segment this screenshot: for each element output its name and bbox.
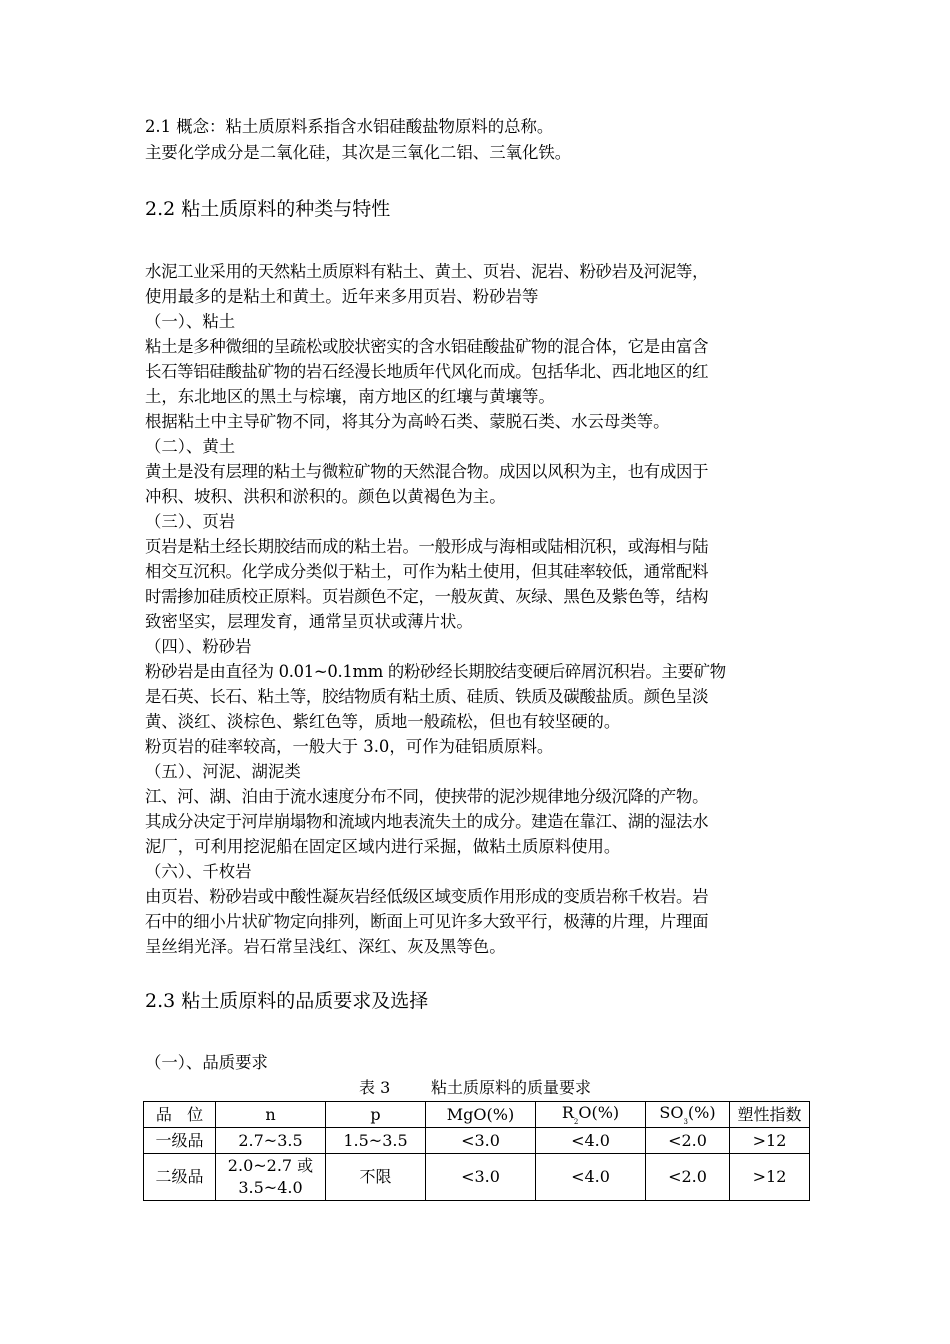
paragraph-line: 黄土是没有层理的粘土与微粒矿物的天然混合物。成因以风积为主，也有成因于 <box>145 462 709 481</box>
paragraph-line: 页岩是粘土经长期胶结而成的粘土岩。一般形成与海相或陆相沉积，或海相与陆 <box>145 537 709 556</box>
subsection-title-river-mud: （五）、河泥、湖泥类 <box>145 762 301 781</box>
paragraph-line: 致密坚实，层理发育，通常呈页状或薄片状。 <box>145 612 473 631</box>
header-n: n <box>216 1102 326 1128</box>
paragraph-line: 长石等铝硅酸盐矿物的岩石经漫长地质年代风化而成。包括华北、西北地区的红 <box>145 362 709 381</box>
paragraph-line: 时需掺加硅质校正原料。页岩颜色不定，一般灰黄、灰绿、黑色及紫色等，结构 <box>145 587 709 606</box>
cell-n: 2.7~3.5 <box>216 1128 326 1154</box>
paragraph-line: 其成分决定于河岸崩塌物和流域内地表流失土的成分。建造在靠江、湖的湿法水 <box>145 812 709 831</box>
concept-line-2: 主要化学成分是二氧化硅，其次是三氧化二铝、三氧化铁。 <box>145 143 572 162</box>
table-header-row <box>144 1102 810 1128</box>
table-caption: 表 3 粘土质原料的质量要求 <box>359 1078 591 1097</box>
paragraph-line: 由页岩、粉砂岩或中酸性凝灰岩经低级区域变质作用形成的变质岩称千枚岩。岩 <box>145 887 709 906</box>
header-p: p <box>326 1102 426 1128</box>
cell-mgo: <3.0 <box>426 1154 536 1201</box>
paragraph-line: 土，东北地区的黑土与棕壤，南方地区的红壤与黄壤等。 <box>145 387 555 406</box>
table-row <box>144 1128 810 1154</box>
cell-n: 2.0~2.7 或 3.5~4.0 <box>216 1154 326 1201</box>
paragraph-line: 冲积、坡积、洪积和淤积的。颜色以黄褐色为主。 <box>145 487 506 506</box>
paragraph-line: 相交互沉积。化学成分类似于粘土，可作为粘土使用，但其硅率较低，通常配料 <box>145 562 709 581</box>
paragraph-line: 江、河、湖、泊由于流水速度分布不同，使挟带的泥沙规律地分级沉降的产物。 <box>145 787 709 806</box>
subsection-title-shale: （三）、页岩 <box>145 512 236 531</box>
cell-r2o: <4.0 <box>536 1128 646 1154</box>
subsection-title-phyllite: （六）、千枚岩 <box>145 862 252 881</box>
cell-p: 不限 <box>326 1154 426 1201</box>
paragraph-line: 粉砂岩是由直径为 0.01~0.1mm 的粉砂经长期胶结变硬后碎屑沉积岩。主要矿物 <box>145 662 726 681</box>
paragraph-line: 黄、淡红、淡棕色、紫红色等，质地一般疏松，但也有较坚硬的。 <box>145 712 621 731</box>
cell-plasticity: >12 <box>730 1154 810 1201</box>
paragraph-line: 使用最多的是粘土和黄土。近年来多用页岩、粉砂岩等 <box>145 287 539 306</box>
paragraph-line: 根据粘土中主导矿物不同，将其分为高岭石类、蒙脱石类、水云母类等。 <box>145 412 670 431</box>
header-mgo: MgO(%) <box>426 1102 536 1128</box>
subsection-title-siltstone: （四）、粉砂岩 <box>145 637 252 656</box>
cell-mgo: <3.0 <box>426 1128 536 1154</box>
cell-so3: <2.0 <box>646 1154 730 1201</box>
header-so3: $SO_3(\%)$ <box>646 1102 730 1128</box>
table-row <box>144 1154 810 1201</box>
paragraph-line: 是石英、长石、粘土等，胶结物质有粘土质、硅质、铁质及碳酸盐质。颜色呈淡 <box>145 687 709 706</box>
cell-grade: 一级品 <box>144 1128 216 1154</box>
subsection-title-clay: （一）、粘土 <box>145 312 236 331</box>
section-heading-2-3: 2.3 粘土质原料的品质要求及选择 <box>145 990 429 1012</box>
paragraph-line: 泥厂，可利用挖泥船在固定区域内进行采掘，做粘土质原料使用。 <box>145 837 621 856</box>
subsection-title-loess: （二）、黄土 <box>145 437 236 456</box>
header-plasticity: 塑性指数 <box>730 1102 810 1128</box>
cell-so3: <2.0 <box>646 1128 730 1154</box>
cell-grade: 二级品 <box>144 1154 216 1201</box>
paragraph-line: 水泥工业采用的天然粘土质原料有粘土、黄土、页岩、泥岩、粉砂岩及河泥等， <box>145 262 709 281</box>
paragraph-line: 粘土是多种微细的呈疏松或胶状密实的含水铝硅酸盐矿物的混合体，它是由富含 <box>145 337 709 356</box>
paragraph-line: 粉页岩的硅率较高，一般大于 3.0，可作为硅铝质原料。 <box>145 737 554 756</box>
header-r2o: $R_2O(\%)$ <box>536 1102 646 1128</box>
subsection-title-quality: （一）、品质要求 <box>145 1053 268 1072</box>
section-heading-2-2: 2.2 粘土质原料的种类与特性 <box>145 198 391 220</box>
cell-plasticity: >12 <box>730 1128 810 1154</box>
cell-r2o: <4.0 <box>536 1154 646 1201</box>
concept-line-1: 2.1 概念：粘土质原料系指含水铝硅酸盐物原料的总称。 <box>145 117 554 136</box>
cell-p: 1.5~3.5 <box>326 1128 426 1154</box>
paragraph-line: 石中的细小片状矿物定向排列，断面上可见许多大致平行，极薄的片理，片理面 <box>145 912 709 931</box>
header-grade: 品 位 <box>144 1102 216 1128</box>
quality-requirements-table <box>143 1101 810 1201</box>
paragraph-line: 呈丝绢光泽。岩石常呈浅红、深红、灰及黑等色。 <box>145 937 506 956</box>
